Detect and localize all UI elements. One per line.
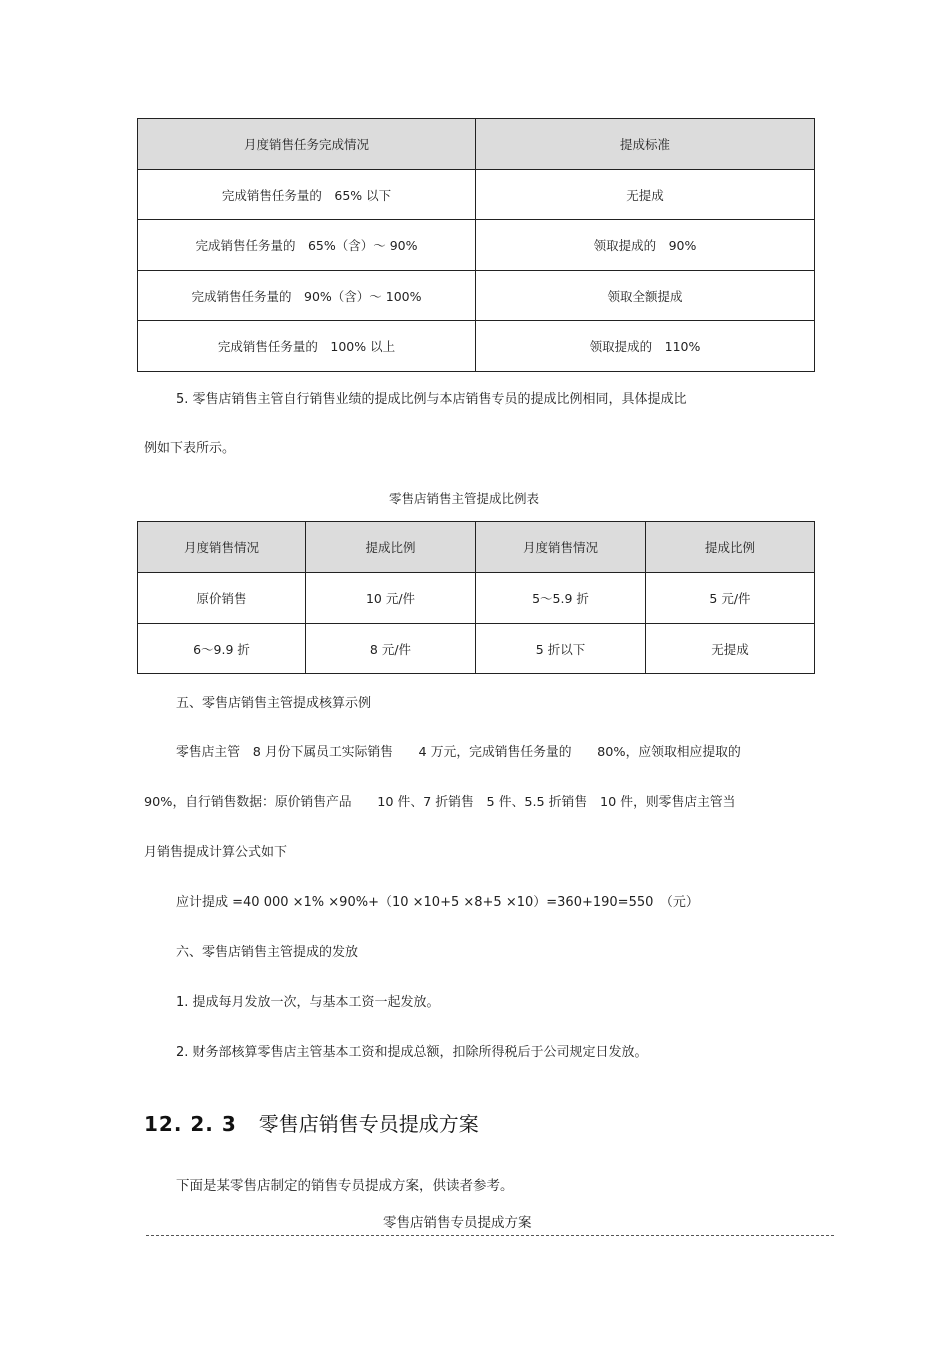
- table-cell: 5～5.9 折: [476, 573, 646, 624]
- plan-title: 零售店销售专员提成方案: [383, 1215, 532, 1231]
- dashed-divider: [146, 1235, 834, 1236]
- commission-formula: 应计提成 =40 000 ×1% ×90%+（10 ×10+5 ×8+5 ×10）=360+190=550 （元）: [176, 895, 699, 910]
- section-heading-title: 零售店销售专员提成方案: [258, 1112, 479, 1136]
- section-heading: [144, 1108, 479, 1137]
- table-cell: 领取提成的 90%: [476, 220, 815, 271]
- table-cell: 8 元/件: [306, 624, 476, 674]
- table-cell: 5 折以下: [476, 624, 646, 674]
- table-header-cell: 月度销售情况: [476, 522, 646, 573]
- section-5-line-3: 月销售提成计算公式如下: [144, 845, 288, 860]
- table-header-cell: 提成比例: [306, 522, 476, 573]
- table-cell: 6～9.9 折: [138, 624, 306, 674]
- section-6-item-2: 2. 财务部核算零售店主管基本工资和提成总额，扣除所得税后于公司规定日发放。: [176, 1045, 648, 1060]
- table-row: [138, 220, 815, 271]
- section-6-item-1: 1. 提成每月发放一次，与基本工资一起发放。: [176, 995, 440, 1010]
- table-cell: 原价销售: [138, 573, 306, 624]
- table-header-cell: 月度销售任务完成情况: [138, 119, 476, 170]
- paragraph-5-line-1: 5. 零售店销售主管自行销售业绩的提成比例与本店销售专员的提成比例相同，具体提成比: [176, 392, 687, 407]
- table-cell: 完成销售任务量的 90%（含）～ 100%: [138, 271, 476, 321]
- table-cell: 完成销售任务量的 65%（含）～ 90%: [138, 220, 476, 271]
- paragraph-5-line-2: 例如下表所示。: [144, 441, 236, 456]
- table-row: [138, 321, 815, 372]
- section-number: 12. 2. 3: [144, 1112, 237, 1136]
- section-5-title: 五、零售店销售主管提成核算示例: [176, 696, 372, 711]
- table-header-cell: 月度销售情况: [138, 522, 306, 573]
- table-cell: 无提成: [646, 624, 815, 674]
- table-caption: 零售店销售主管提成比例表: [389, 491, 540, 506]
- section-5-line-2: 90%，自行销售数据：原价销售产品 10 件、7 折销售 5 件、5.5 折销售 10 件，则零售店主管当: [144, 795, 736, 810]
- table-header-row: [138, 522, 815, 573]
- commission-ratio-table: [137, 521, 815, 674]
- table-cell: 10 元/件: [306, 573, 476, 624]
- table-header-row: [138, 119, 815, 170]
- table-row: [138, 624, 815, 674]
- table-cell: 领取提成的 110%: [476, 321, 815, 372]
- table-cell: 5 元/件: [646, 573, 815, 624]
- section-6-title: 六、零售店销售主管提成的发放: [176, 945, 359, 960]
- section-5-line-1: 零售店主管 8 月份下属员工实际销售 4 万元，完成销售任务量的 80%，应领取相应提取的: [176, 745, 741, 760]
- table-cell: 完成销售任务量的 65% 以下: [138, 170, 476, 220]
- table-row: [138, 271, 815, 321]
- table-header-cell: 提成比例: [646, 522, 815, 573]
- table-cell: 领取全额提成: [476, 271, 815, 321]
- table-row: [138, 573, 815, 624]
- intro-text: 下面是某零售店制定的销售专员提成方案，供读者参考。: [176, 1178, 514, 1194]
- table-row: [138, 170, 815, 220]
- table-cell: 无提成: [476, 170, 815, 220]
- table-header-cell: 提成标准: [476, 119, 815, 170]
- commission-standard-table: [137, 118, 815, 372]
- table-cell: 完成销售任务量的 100% 以上: [138, 321, 476, 372]
